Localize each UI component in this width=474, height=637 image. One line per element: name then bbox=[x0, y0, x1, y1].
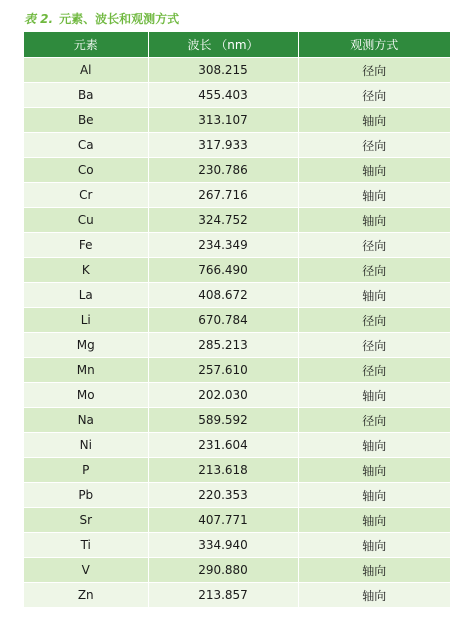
table-row bbox=[24, 408, 450, 433]
element-cell: Co bbox=[24, 158, 148, 183]
element-cell: V bbox=[24, 558, 148, 583]
element-cell: Mo bbox=[24, 383, 148, 408]
element-cell: Cr bbox=[24, 183, 148, 208]
table-row bbox=[24, 158, 450, 183]
wavelength-cell: 234.349 bbox=[148, 233, 298, 258]
observation-mode-cell: 轴向 bbox=[298, 183, 450, 208]
table-row bbox=[24, 183, 450, 208]
element-cell: Mn bbox=[24, 358, 148, 383]
observation-mode-cell: 轴向 bbox=[298, 283, 450, 308]
element-cell: Pb bbox=[24, 483, 148, 508]
wavelength-cell: 231.604 bbox=[148, 433, 298, 458]
table-row bbox=[24, 483, 450, 508]
table-row bbox=[24, 333, 450, 358]
column-header-element: 元素 bbox=[24, 32, 148, 58]
table-row bbox=[24, 83, 450, 108]
wavelength-cell: 455.403 bbox=[148, 83, 298, 108]
column-header-observation-mode: 观测方式 bbox=[298, 32, 450, 58]
wavelength-cell: 670.784 bbox=[148, 308, 298, 333]
element-cell: Ba bbox=[24, 83, 148, 108]
element-cell: Na bbox=[24, 408, 148, 433]
observation-mode-cell: 轴向 bbox=[298, 158, 450, 183]
wavelength-cell: 202.030 bbox=[148, 383, 298, 408]
wavelength-cell: 220.353 bbox=[148, 483, 298, 508]
table-header-row bbox=[24, 32, 450, 58]
observation-mode-cell: 径向 bbox=[298, 233, 450, 258]
wavelength-cell: 324.752 bbox=[148, 208, 298, 233]
table-row bbox=[24, 133, 450, 158]
observation-mode-cell: 轴向 bbox=[298, 558, 450, 583]
observation-mode-cell: 轴向 bbox=[298, 533, 450, 558]
element-cell: Ni bbox=[24, 433, 148, 458]
table-caption-text: 元素、波长和观测方式 bbox=[59, 12, 180, 26]
observation-mode-cell: 轴向 bbox=[298, 458, 450, 483]
wavelength-cell: 766.490 bbox=[148, 258, 298, 283]
element-cell: K bbox=[24, 258, 148, 283]
table-row bbox=[24, 458, 450, 483]
table-row bbox=[24, 308, 450, 333]
element-cell: La bbox=[24, 283, 148, 308]
element-cell: Fe bbox=[24, 233, 148, 258]
observation-mode-cell: 轴向 bbox=[298, 483, 450, 508]
observation-mode-cell: 径向 bbox=[298, 308, 450, 333]
table-row bbox=[24, 233, 450, 258]
element-cell: P bbox=[24, 458, 148, 483]
element-cell: Ti bbox=[24, 533, 148, 558]
table-row bbox=[24, 258, 450, 283]
wavelength-cell: 230.786 bbox=[148, 158, 298, 183]
wavelength-cell: 285.213 bbox=[148, 333, 298, 358]
table-body bbox=[24, 58, 450, 608]
wavelength-cell: 213.857 bbox=[148, 583, 298, 608]
wavelength-cell: 290.880 bbox=[148, 558, 298, 583]
wavelength-cell: 317.933 bbox=[148, 133, 298, 158]
observation-mode-cell: 轴向 bbox=[298, 208, 450, 233]
observation-mode-cell: 径向 bbox=[298, 58, 450, 83]
element-cell: Cu bbox=[24, 208, 148, 233]
table-row bbox=[24, 558, 450, 583]
wavelength-cell: 267.716 bbox=[148, 183, 298, 208]
wavelength-cell: 334.940 bbox=[148, 533, 298, 558]
table-row bbox=[24, 108, 450, 133]
table-row bbox=[24, 383, 450, 408]
observation-mode-cell: 径向 bbox=[298, 133, 450, 158]
observation-mode-cell: 径向 bbox=[298, 358, 450, 383]
observation-mode-cell: 径向 bbox=[298, 333, 450, 358]
table-row bbox=[24, 433, 450, 458]
observation-mode-cell: 径向 bbox=[298, 258, 450, 283]
table-row bbox=[24, 533, 450, 558]
table-row bbox=[24, 508, 450, 533]
element-cell: Al bbox=[24, 58, 148, 83]
wavelength-cell: 257.610 bbox=[148, 358, 298, 383]
wavelength-cell: 589.592 bbox=[148, 408, 298, 433]
table-row bbox=[24, 358, 450, 383]
element-cell: Ca bbox=[24, 133, 148, 158]
observation-mode-cell: 轴向 bbox=[298, 383, 450, 408]
observation-mode-cell: 径向 bbox=[298, 408, 450, 433]
element-cell: Sr bbox=[24, 508, 148, 533]
table-caption bbox=[24, 9, 179, 29]
wavelength-cell: 308.215 bbox=[148, 58, 298, 83]
wavelength-cell: 213.618 bbox=[148, 458, 298, 483]
element-cell: Be bbox=[24, 108, 148, 133]
table-row bbox=[24, 58, 450, 83]
elements-table bbox=[24, 32, 450, 607]
observation-mode-cell: 轴向 bbox=[298, 108, 450, 133]
observation-mode-cell: 轴向 bbox=[298, 508, 450, 533]
observation-mode-cell: 轴向 bbox=[298, 433, 450, 458]
wavelength-cell: 407.771 bbox=[148, 508, 298, 533]
wavelength-cell: 313.107 bbox=[148, 108, 298, 133]
wavelength-cell: 408.672 bbox=[148, 283, 298, 308]
table-caption-label: 表 2. bbox=[24, 12, 54, 26]
element-cell: Zn bbox=[24, 583, 148, 608]
table-row bbox=[24, 583, 450, 608]
column-header-wavelength: 波长 （nm） bbox=[148, 32, 298, 58]
table-row bbox=[24, 208, 450, 233]
table-row bbox=[24, 283, 450, 308]
observation-mode-cell: 轴向 bbox=[298, 583, 450, 608]
observation-mode-cell: 径向 bbox=[298, 83, 450, 108]
element-cell: Li bbox=[24, 308, 148, 333]
element-cell: Mg bbox=[24, 333, 148, 358]
